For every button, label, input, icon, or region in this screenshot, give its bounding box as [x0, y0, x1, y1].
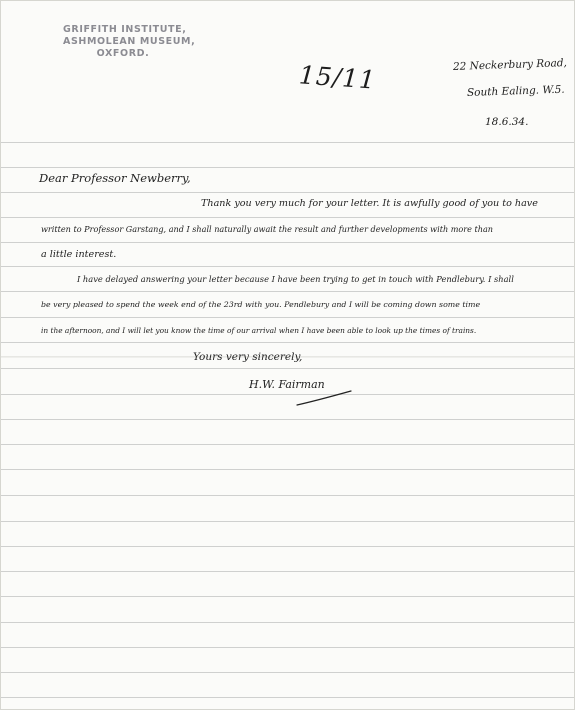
institution-stamp [63, 24, 196, 60]
ruled-line [1, 291, 575, 292]
body-line: written to Professor Garstang, and I shall naturally await the result and further developments with more than [41, 224, 494, 234]
stamp-line: OXFORD. [96, 48, 150, 59]
ruled-line [1, 368, 575, 369]
letter-date: 18.6.34. [485, 116, 529, 128]
body-line: in the afternoon, and I will let you know the time of our arrival when I have been able to look up the times of trains. [41, 326, 477, 335]
archive-reference: 15/11 [298, 60, 377, 95]
ruled-line [1, 596, 575, 597]
body-line: be very pleased to spend the week end of the 23rd with you. Pendlebury and I will be coming down some time [41, 300, 481, 309]
body-line: a little interest. [41, 249, 117, 260]
ruled-line [1, 521, 575, 522]
ruled-line [1, 242, 575, 243]
ruled-line [1, 266, 575, 267]
closing: Yours very sincerely, [193, 351, 303, 363]
signature-flourish [237, 389, 357, 413]
ruled-line [1, 546, 575, 547]
ruled-line [1, 419, 575, 420]
salutation: Dear Professor Newberry, [39, 171, 191, 185]
ruled-line [1, 444, 575, 445]
address-line: South Ealing. W.5. [466, 83, 565, 99]
ruled-line [1, 469, 575, 470]
body-line: Thank you very much for your letter. It is awfully good of you to have [201, 198, 538, 209]
ruled-line [1, 167, 575, 168]
stamp-line: ASHMOLEAN MUSEUM, [63, 36, 196, 47]
ruled-line [1, 571, 575, 572]
ruled-line [1, 495, 575, 496]
ruled-line [1, 142, 575, 143]
address-line: 22 Neckerbury Road, [452, 57, 568, 73]
stamp-line: GRIFFITH INSTITUTE, [63, 24, 187, 35]
ruled-line [1, 192, 575, 193]
ruled-line [1, 317, 575, 318]
ruled-line [1, 217, 575, 218]
ruled-line [1, 672, 575, 673]
ruled-line [1, 647, 575, 648]
ruled-line [1, 342, 575, 343]
body-line: I have delayed answering your letter because I have been trying to get in touch with Pendlebury. I shall [77, 274, 514, 284]
ruled-line [1, 622, 575, 623]
signature: H.W. Fairman [249, 378, 325, 391]
ruled-line [1, 697, 575, 698]
